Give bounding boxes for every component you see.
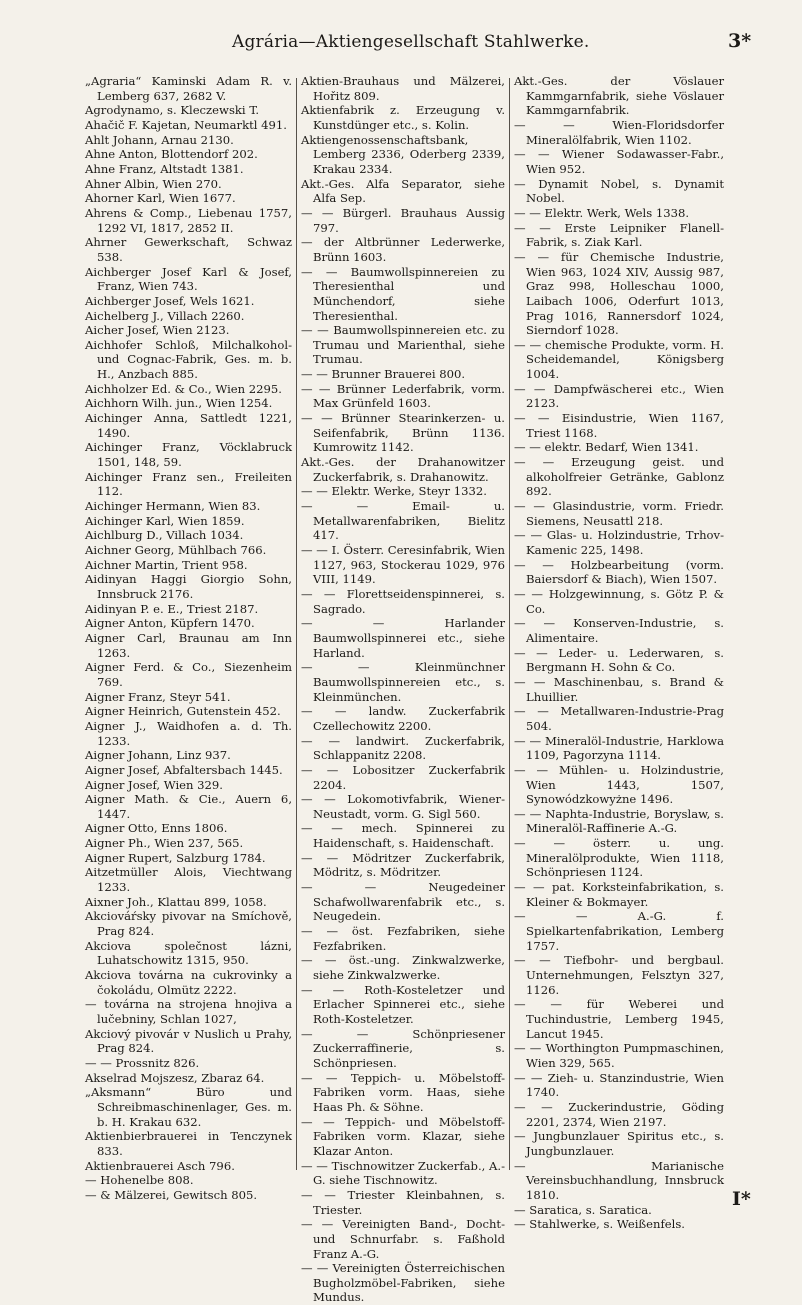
- directory-entry: — — Erzeugung geist. und alkoholfreier Getränke, Gablonz 892.: [514, 455, 724, 499]
- directory-entry: Ahrens & Comp., Liebenau 1757, 1292 VI, 1817, 2852 II.: [85, 205, 292, 235]
- directory-entry: Aichlburg D., Villach 1034.: [85, 528, 244, 543]
- directory-entry: Aichinger Franz sen., Freileiten 112.: [85, 469, 292, 499]
- directory-entry: — — Holzgewinnung, s. Götz P. & Co.: [514, 586, 724, 616]
- directory-columns: [0, 74, 802, 1305]
- directory-entry: Aktiengenossenschaftsbank, Lemberg 2336, Oderberg 2339, Krakau 2334.: [301, 132, 505, 176]
- directory-entry: — — Bürgerl. Brauhaus Aussig 797.: [301, 205, 505, 235]
- directory-entry: — — Zuckerindustrie, Göding 2201, 2374, Wien 2197.: [514, 1099, 724, 1129]
- directory-entry: — der Altbrünner Lederwerke, Brünn 1603.: [301, 235, 505, 264]
- directory-entry: Aichhorn Wilh. jun., Wien 1254.: [85, 396, 273, 411]
- directory-entry: — — Teppich- u. Möbelstoff-Fabriken vorm. Haas, siehe Haas Ph. & Söhne.: [301, 1070, 505, 1114]
- directory-entry: — — elektr. Bedarf, Wien 1341.: [514, 440, 699, 455]
- directory-entry: Aigner Carl, Braunau am Inn 1263.: [85, 630, 292, 660]
- directory-entry: Aigner Anton, Küpfern 1470.: [85, 616, 255, 631]
- directory-entry: Aichinger Karl, Wien 1859.: [85, 513, 245, 528]
- directory-entry: — Jungbunzlauer Spiritus etc., s. Jungbunzlauer.: [514, 1129, 724, 1158]
- directory-entry: Aigner Josef, Abfaltersbach 1445.: [85, 762, 283, 777]
- directory-entry: Aigner Josef, Wien 329.: [85, 777, 223, 792]
- directory-entry: Aigner Otto, Enns 1806.: [85, 821, 228, 836]
- directory-entry: Aichhofer Schloß, Milchalkohol- und Cognac-Fabrik, Ges. m. b. H., Anzbach 885.: [85, 337, 292, 382]
- directory-entry: Aichinger Anna, Sattledt 1221, 1490.: [85, 411, 292, 440]
- directory-entry: Aktienbierbrauerei in Tenczynek 833.: [85, 1129, 292, 1158]
- directory-entry: — — Lobositzer Zuckerfabrik 2204.: [301, 762, 505, 792]
- directory-entry: — Dynamit Nobel, s. Dynamit Nobel.: [514, 176, 724, 206]
- directory-entry: — — Dampfwäscherei etc., Wien 2123.: [514, 381, 724, 411]
- directory-entry: — — Worthington Pumpmaschinen, Wien 329, 565.: [514, 1041, 724, 1070]
- directory-entry: Aichner Martin, Trient 958.: [85, 557, 248, 572]
- directory-entry: — — Brünner Lederfabrik, vorm. Max Grünfeld 1603.: [301, 381, 505, 411]
- directory-entry: — Hohenelbe 808.: [85, 1173, 194, 1188]
- directory-entry: — — Lokomotivfabrik, Wiener-Neustadt, vorm. G. Sigl 560.: [301, 792, 505, 821]
- directory-entry: Akciova továrna na cukrovinky a čokoládu, Olmütz 2222.: [85, 968, 292, 997]
- directory-entry: — — Neugedeiner Schafwollwarenfabrik etc., s. Neugedein.: [301, 880, 505, 924]
- directory-entry: — — Email- u. Metallwarenfabriken, Bielitz 417.: [301, 499, 505, 543]
- directory-entry: Akselrad Mojszesz, Zbaraz 64.: [85, 1070, 265, 1085]
- directory-entry: — — A.-G. f. Spielkartenfabrikation, Lemberg 1757.: [514, 909, 724, 953]
- directory-entry: — — Eisindustrie, Wien 1167, Triest 1168.: [514, 411, 724, 440]
- directory-entry: Aichinger Hermann, Wien 83.: [85, 499, 261, 514]
- directory-entry: — — Triester Kleinbahnen, s. Triester.: [301, 1187, 505, 1217]
- directory-entry: Aitzetmüller Alois, Viechtwang 1233.: [85, 865, 292, 895]
- directory-entry: — — Harlander Baumwollspinnerei etc., siehe Harland.: [301, 616, 505, 660]
- directory-entry: Aigner Ph., Wien 237, 565.: [85, 836, 244, 851]
- directory-entry: — — Glasindustrie, vorm. Friedr. Siemens, Neusattl 218.: [514, 499, 724, 528]
- directory-entry: Ahne Franz, Altstadt 1381.: [85, 161, 244, 176]
- directory-entry: Ahner Albin, Wien 270.: [85, 176, 222, 191]
- directory-entry: Akt.-Ges. Alfa Separator, siehe Alfa Sep.: [301, 176, 505, 206]
- directory-entry: — — Vereinigten Österreichischen Bugholzmöbel-Fabriken, siehe Mundus.: [301, 1261, 505, 1305]
- directory-entry: „Aksmann“ Büro und Schreibmaschinenlager, Ges. m. b. H. Krakau 632.: [85, 1085, 292, 1129]
- directory-entry: — — Naphta-Industrie, Boryslaw, s. Mineralöl-Raffinerie A.-G.: [514, 806, 724, 836]
- directory-entry: — — Teppich- und Möbelstoff-Fabriken vorm. Klazar, siehe Klazar Anton.: [301, 1114, 505, 1158]
- directory-entry: Agrodynamo, s. Kleczewski T.: [85, 103, 260, 118]
- column-left: [85, 74, 292, 1202]
- directory-entry: — — Elektr. Werke, Steyr 1332.: [301, 484, 487, 499]
- directory-entry: Aigner Math. & Cie., Auern 6, 1447.: [85, 792, 292, 821]
- directory-entry: — Saratica, s. Saratica.: [514, 1202, 652, 1217]
- directory-entry: Akt.-Ges. der Vöslauer Kammgarnfabrik, siehe Vöslauer Kammgarnfabrik.: [514, 74, 724, 118]
- directory-entry: Aigner Ferd. & Co., Siezenheim 769.: [85, 660, 292, 689]
- directory-entry: Ahačič F. Kajetan, Neumarktl 491.: [85, 117, 287, 132]
- page-number: 3*: [728, 30, 752, 52]
- directory-entry: — — österr. u. ung. Mineralölprodukte, Wien 1118, Schönpriesen 1124.: [514, 836, 724, 880]
- directory-entry: Akciový pivovár v Nuslich u Prahy, Prag 824.: [85, 1026, 292, 1056]
- directory-entry: — — Brunner Brauerei 800.: [301, 367, 466, 382]
- directory-entry: Aktien-Brauhaus und Mälzerei, Hořitz 809.: [301, 74, 505, 103]
- directory-entry: — — Prossnitz 826.: [85, 1055, 200, 1070]
- directory-entry: — — pat. Korksteinfabrikation, s. Kleiner & Bokmayer.: [514, 880, 724, 909]
- directory-entry: „Agraria“ Kaminski Adam R. v. Lemberg 637, 2682 V.: [85, 74, 292, 103]
- directory-entry: — — Brünner Stearinkerzen- u. Seifenfabrik, Brünn 1136. Kumrowitz 1142.: [301, 411, 505, 455]
- running-title: Agrária—Aktiengesellschaft Stahlwerke.: [232, 32, 590, 52]
- directory-entry: — — öst.-ung. Zinkwalzwerke, siehe Zinkwalzwerke.: [301, 953, 505, 983]
- directory-entry: Ahrner Gewerkschaft, Schwaz 538.: [85, 235, 292, 264]
- directory-entry: Akt.-Ges. der Drahanowitzer Zuckerfabrik, s. Drahanowitz.: [301, 455, 505, 484]
- directory-entry: — — Roth-Kosteletzer und Erlacher Spinnerei etc., siehe Roth-Kosteletzer.: [301, 982, 505, 1026]
- directory-entry: — — Elektr. Werk, Wels 1338.: [514, 205, 690, 220]
- directory-entry: Aigner Franz, Steyr 541.: [85, 689, 231, 704]
- directory-entry: Aichberger Josef Karl & Josef, Franz, Wien 743.: [85, 264, 292, 294]
- directory-entry: — továrna na strojena hnojiva a lučebniny, Schlan 1027,: [85, 997, 292, 1026]
- directory-entry: — — Vereinigten Band-, Docht- und Schnurfabr. s. Faßhold Franz A.-G.: [301, 1217, 505, 1261]
- directory-entry: — — Schönpriesener Zuckerraffinerie, s. Schönpriesen.: [301, 1026, 505, 1070]
- directory-entry: — & Mälzerei, Gewitsch 805.: [85, 1187, 258, 1202]
- signature-mark: I*: [732, 1188, 751, 1210]
- directory-entry: — — Holzbearbeitung (vorm. Baiersdorf & Biach), Wien 1507.: [514, 557, 724, 587]
- column-right: [514, 74, 724, 1232]
- directory-entry: Aktienbrauerei Asch 796.: [85, 1158, 235, 1173]
- directory-entry: Aichberger Josef, Wels 1621.: [85, 293, 255, 308]
- directory-entry: — Stahlwerke, s. Weißenfels.: [514, 1217, 685, 1232]
- directory-entry: Ahlt Johann, Arnau 2130.: [85, 132, 234, 147]
- directory-entry: Aidinyan Haggi Giorgio Sohn, Innsbruck 2176.: [85, 572, 292, 601]
- directory-entry: — — Florettseidenspinnerei, s. Sagrado.: [301, 586, 505, 616]
- directory-entry: Aichner Georg, Mühlbach 766.: [85, 543, 267, 557]
- directory-entry: — — Mineralöl-Industrie, Harklowa 1109, Pagorzyna 1114.: [514, 733, 724, 763]
- directory-entry: — — Mödritzer Zuckerfabrik, Mödritz, s. Mödritzer.: [301, 850, 505, 880]
- directory-entry: Aigner Johann, Linz 937.: [85, 748, 231, 763]
- directory-entry: Aigner Heinrich, Gutenstein 452.: [85, 704, 281, 719]
- directory-entry: Aigner Rupert, Salzburg 1784.: [85, 850, 266, 865]
- column-middle: [301, 74, 505, 1305]
- directory-entry: — — öst. Fezfabriken, siehe Fezfabriken.: [301, 924, 505, 953]
- directory-entry: Aktienfabrik z. Erzeugung v. Kunstdünger etc., s. Kolin.: [301, 103, 505, 132]
- directory-entry: — — für Chemische Industrie, Wien 963, 1024 XIV, Aussig 987, Graz 998, Holleschau 1000, Laibach 1006, Oderfurt 1013, Prag 1016, Rannersdorf 1024, Sierndorf 1028.: [514, 249, 724, 338]
- directory-entry: Ahorner Karl, Wien 1677.: [85, 191, 236, 206]
- directory-entry: — — Metallwaren-Industrie-Prag 504.: [514, 704, 724, 733]
- directory-entry: — — Kleinmünchner Baumwollspinnereien etc., s. Kleinmünchen.: [301, 660, 505, 704]
- directory-entry: Akciováŕsky pivovar na Smíchově, Prag 824.: [85, 909, 292, 939]
- directory-entry: — — Zieh- u. Stanzindustrie, Wien 1740.: [514, 1070, 724, 1100]
- directory-entry: — Marianische Vereinsbuchhandlung, Innsbruck 1810.: [514, 1158, 724, 1202]
- directory-entry: — — Konserven-Industrie, s. Alimentaire.: [514, 616, 724, 645]
- directory-entry: Ahne Anton, Blottendorf 202.: [85, 147, 258, 162]
- page-header: [0, 32, 802, 60]
- directory-entry: — — Wiener Sodawasser-Fabr., Wien 952.: [514, 147, 724, 176]
- directory-entry: — — für Weberei und Tuchindustrie, Lemberg 1945, Lancut 1945.: [514, 997, 724, 1041]
- directory-entry: — — landwirt. Zuckerfabrik, Schlappanitz 2208.: [301, 733, 505, 763]
- directory-entry: Aigner J., Waidhofen a. d. Th. 1233.: [85, 718, 292, 748]
- directory-entry: Aichholzer Ed. & Co., Wien 2295.: [85, 381, 282, 396]
- directory-entry: Aidinyan P. e. E., Triest 2187.: [85, 601, 259, 616]
- directory-entry: — — Erste Leipniker Flanell-Fabrik, s. Ziak Karl.: [514, 220, 724, 250]
- directory-entry: — — Mühlen- u. Holzindustrie, Wien 1443, 1507, Synowódzkowyżne 1496.: [514, 762, 724, 807]
- directory-entry: — — mech. Spinnerei zu Haidenschaft, s. Haidenschaft.: [301, 821, 505, 851]
- directory-entry: — — Glas- u. Holzindustrie, Trhov-Kamenic 225, 1498.: [514, 528, 724, 557]
- directory-entry: — — Wien-Floridsdorfer Mineralölfabrik, Wien 1102.: [514, 117, 724, 147]
- directory-entry: Akciova společnost lázni, Luhatschowitz 1315, 950.: [85, 938, 292, 968]
- directory-entry: — — Tiefbohr- und bergbaul. Unternehmungen, Felsztyn 327, 1126.: [514, 953, 724, 997]
- directory-entry: — — Baumwollspinnereien etc. zu Trumau und Marienthal, siehe Trumau.: [301, 323, 505, 367]
- directory-entry: — — I. Österr. Ceresinfabrik, Wien 1127, 963, Stockerau 1029, 976 VIII, 1149.: [301, 543, 505, 587]
- directory-entry: — — Leder- u. Lederwaren, s. Bergmann H. Sohn & Co.: [514, 645, 724, 675]
- directory-entry: Aicher Josef, Wien 2123.: [85, 323, 230, 338]
- directory-entry: Aixner Joh., Klattau 899, 1058.: [85, 894, 267, 909]
- directory-entry: — — Baumwollspinnereien zu Theresienthal und Münchendorf, siehe Theresienthal.: [301, 264, 505, 323]
- directory-entry: Aichelberg J., Villach 2260.: [85, 308, 245, 323]
- directory-entry: — — Maschinenbau, s. Brand & Lhuillier.: [514, 674, 724, 704]
- directory-entry: — — Tischnowitzer Zuckerfab., A.-G. siehe Tischnowitz.: [301, 1158, 505, 1188]
- directory-entry: — — landw. Zuckerfabrik Czellechowitz 2200.: [301, 704, 505, 733]
- directory-entry: — — chemische Produkte, vorm. H. Scheidemandel, Königsberg 1004.: [514, 337, 724, 382]
- directory-entry: Aichinger Franz, Vöcklabruck 1501, 148, 59.: [85, 440, 292, 470]
